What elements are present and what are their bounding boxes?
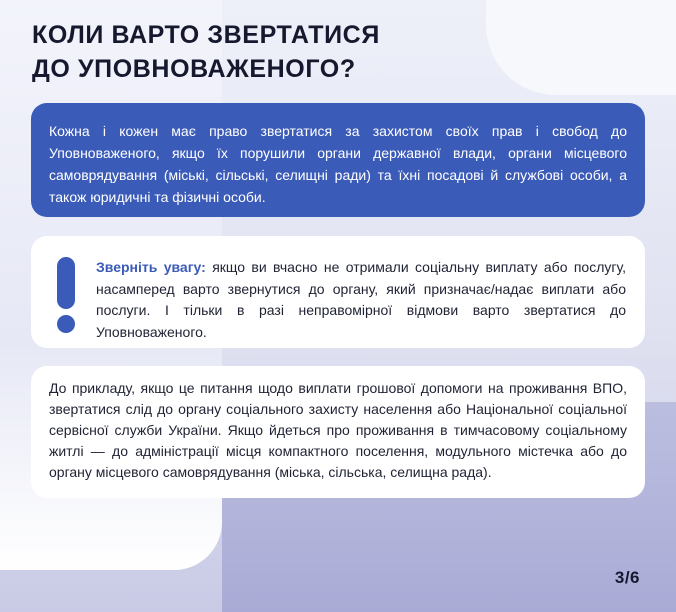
exclamation-bar bbox=[57, 257, 75, 309]
notice-paragraph bbox=[96, 257, 626, 343]
intro-card bbox=[31, 103, 645, 217]
background-shape-right bbox=[486, 0, 676, 95]
example-card bbox=[31, 366, 645, 498]
exclamation-icon bbox=[55, 257, 77, 333]
example-text: До прикладу, якщо це питання щодо виплати грошової допомоги на проживання ВПО, звертатися слід до органу соціального захисту населення або Національної соціальної сервісної служби України. Якщо йдеться про проживання в тимчасовому соціальному житлі — до адміністрації місця компактного поселення, модульного містечка або до органу місцевого самоврядування (міська, сільська, селищна рада). bbox=[49, 380, 627, 480]
intro-text: Кожна і кожен має право звертатися за захистом своїх прав і свобод до Уповноваженого, якщо їх порушили органи державної влади, органи місцевого самоврядування (міські, сільські, селищні ради) та їхні посадові й службові особи, а також юридичні та фізичні особи. bbox=[49, 123, 627, 205]
page-title: КОЛИ ВАРТО ЗВЕРТАТИСЯ ДО УПОВНОВАЖЕНОГО? bbox=[32, 21, 380, 83]
notice-label: Зверніть увагу: bbox=[96, 259, 206, 275]
notice-text: якщо ви вчасно не отримали соціальну виплату або послугу, насамперед варто звернутися до органу, який призначає/надає виплати або послуги. І тільки в разі неправомірної відмови варто звертатися до Уповноваженого. bbox=[96, 259, 626, 340]
page-indicator: 3/6 bbox=[614, 568, 640, 587]
exclamation-dot bbox=[57, 315, 75, 333]
